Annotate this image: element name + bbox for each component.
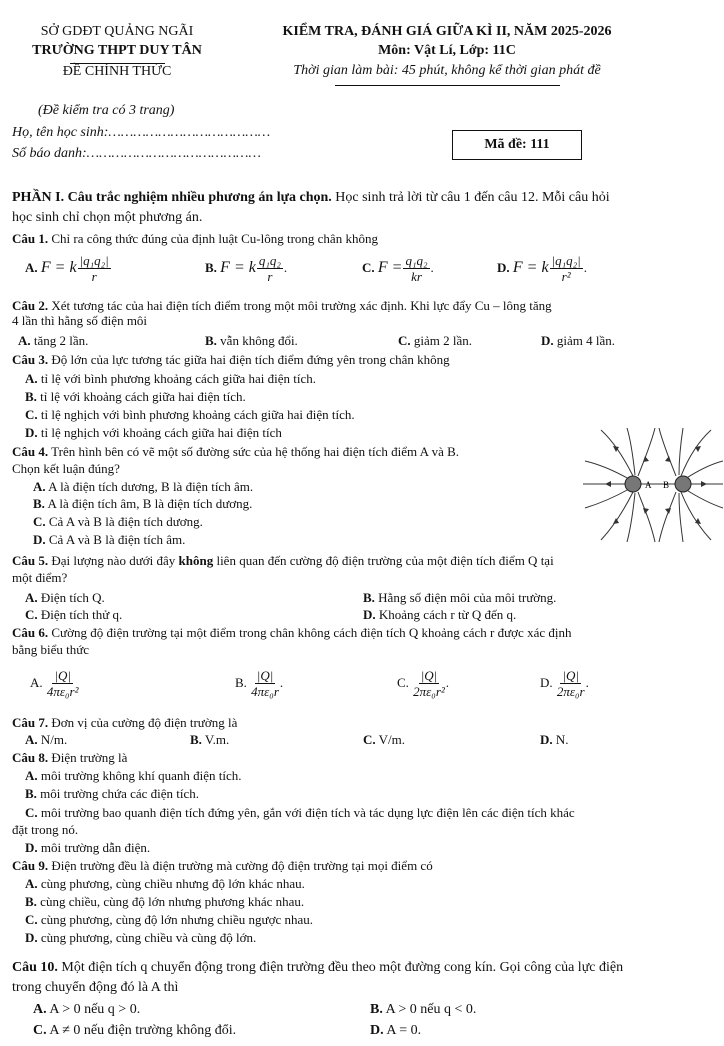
q4-a-text: A là điện tích dương, B là điện tích âm.	[45, 479, 254, 494]
q1-option-a[interactable]	[25, 250, 112, 286]
q9-a-text: cùng phương, cùng chiều nhưng độ lớn khác nhau.	[37, 876, 305, 891]
q10-option-b[interactable]	[370, 1002, 476, 1018]
q2-option-a[interactable]	[18, 333, 88, 349]
q4-d-letter: D.	[33, 532, 46, 547]
q1-option-b-letter: B.	[205, 260, 217, 275]
q4-line2: Chọn kết luận đúng?	[12, 461, 120, 476]
q6-a-num: |Q|	[54, 667, 71, 683]
q5-option-b[interactable]	[363, 590, 556, 606]
q3-a-letter: A.	[25, 371, 38, 386]
exam-code-box	[452, 130, 582, 160]
q6-b-fraction	[251, 668, 279, 699]
q4-option-b[interactable]	[33, 496, 252, 512]
q5-label: Câu 5.	[12, 553, 49, 568]
part1-intro	[12, 190, 610, 206]
q10-d-text: A = 0.	[383, 1023, 422, 1038]
q9-label: Câu 9.	[12, 858, 49, 873]
q8-c-letter: C.	[25, 805, 38, 820]
q9-option-b[interactable]	[25, 894, 304, 910]
q7-c-text: V/m.	[375, 732, 406, 747]
q4-d-text: Cả A và B là điện tích âm.	[45, 532, 186, 547]
q1-a-F: F = k	[40, 259, 77, 276]
q10-option-a[interactable]	[33, 1002, 140, 1018]
q10-c-text: A ≠ 0 nếu điện trường không đổi.	[46, 1023, 237, 1038]
q3-option-b[interactable]	[25, 389, 246, 405]
q3-label: Câu 3.	[12, 352, 49, 367]
q5-negation: không	[178, 553, 214, 568]
q10-option-c[interactable]	[33, 1023, 236, 1039]
q6-c-fraction	[413, 668, 445, 699]
q1-c-F: F =	[377, 259, 403, 276]
q2-c-text: giảm 2 lần.	[410, 333, 473, 348]
q1-a-num: |q₁q₂|	[79, 252, 109, 268]
q1-label: Câu 1.	[12, 231, 49, 246]
q5-d-text: Khoảng cách r từ Q đến q.	[375, 607, 517, 622]
q6-d-fraction	[557, 668, 585, 699]
charge-b-label: B	[663, 480, 670, 490]
q5-line2: một điểm?	[12, 570, 68, 585]
q4-c-text: Cả A và B là điện tích dương.	[45, 514, 203, 529]
q9-option-a[interactable]	[25, 876, 305, 892]
q4-option-a[interactable]	[33, 479, 253, 495]
q4-b-letter: B.	[33, 496, 45, 511]
q1-a-den: r	[91, 268, 97, 284]
q10-option-d[interactable]	[370, 1023, 421, 1039]
q1-b-F: F = k	[220, 259, 256, 276]
q1-text: Chỉ ra công thức đúng của định luật Cu-lông trong chân không	[48, 231, 378, 246]
q4-a-letter: A.	[33, 479, 46, 494]
q3-b-text: tỉ lệ với khoảng cách giữa hai điện tích.	[36, 389, 246, 404]
q8-option-d[interactable]	[25, 840, 150, 856]
student-id-field: Số báo danh:……………………………………	[12, 146, 261, 161]
q6-c-num: |Q|	[420, 667, 438, 683]
school-name: TRƯỜNG THPT DUY TÂN	[32, 43, 202, 58]
q7-option-c[interactable]	[363, 732, 405, 748]
q2-stem	[12, 298, 552, 314]
q5-post: liên quan đến cường độ điện trường của một điện tích điểm Q tại	[213, 553, 554, 568]
q1-d-den: r²	[561, 268, 571, 284]
q1-c-num: q₁q₂	[405, 252, 428, 268]
q9-d-text: cùng phương, cùng chiều và cùng độ lớn.	[37, 930, 257, 945]
q5-d-letter: D.	[363, 607, 376, 622]
q5-b-letter: B.	[363, 590, 375, 605]
q9-b-letter: B.	[25, 894, 37, 909]
q7-label: Câu 7.	[12, 715, 49, 730]
q6-d-letter: D.	[540, 675, 553, 690]
q1-b-num: q₁q₂	[258, 252, 281, 268]
exam-code: Mã đề: 111	[484, 137, 550, 152]
q3-option-d[interactable]	[25, 425, 282, 441]
q6-c-letter: C.	[397, 675, 409, 690]
q9-c-text: cùng phương, cùng độ lớn nhưng chiều ngược nhau.	[37, 912, 313, 927]
q4-option-c[interactable]	[33, 514, 203, 530]
q2-label: Câu 2.	[12, 298, 49, 313]
q3-b-letter: B.	[25, 389, 37, 404]
charge-b	[675, 476, 691, 492]
q8-d-letter: D.	[25, 840, 38, 855]
q10-a-letter: A.	[33, 1002, 47, 1017]
q10-label: Câu 10.	[12, 960, 58, 975]
q1-stem	[12, 231, 378, 247]
q1-c-fraction	[403, 253, 429, 284]
q6-d-dot: .	[585, 675, 589, 690]
q9-c-letter: C.	[25, 912, 38, 927]
q1-b-fraction	[257, 253, 283, 284]
subject-class: Môn: Vật Lí, Lớp: 11C	[378, 43, 516, 58]
q5-a-letter: A.	[25, 590, 38, 605]
field-lines-figure	[583, 426, 723, 546]
q3-c-letter: C.	[25, 407, 38, 422]
q9-option-d[interactable]	[25, 930, 256, 946]
q4-option-d[interactable]	[33, 532, 185, 548]
q9-a-letter: A.	[25, 876, 38, 891]
q9-b-text: cùng chiều, cùng độ lớn nhưng phương khác nhau.	[36, 894, 305, 909]
q3-d-text: tỉ lệ nghịch với khoảng cách giữa hai điện tích	[37, 425, 282, 440]
q1-option-b[interactable]	[205, 250, 287, 286]
q2-c-letter: C.	[398, 333, 411, 348]
q5-pre: Đại lượng nào dưới đây	[48, 553, 179, 568]
q6-a-fraction	[47, 668, 79, 699]
q8-option-b[interactable]	[25, 786, 199, 802]
q8-c-text: môi trường bao quanh điện tích đứng yên, gắn với điện tích và tác dụng lực điện lên các điện tích khác	[37, 805, 575, 820]
q10-line2: trong chuyển động đó là A thì	[12, 980, 179, 995]
q10-line1: Một điện tích q chuyển động trong điện trường đều theo một đường cong kín. Gọi công của lực điện	[57, 960, 624, 975]
department-name: SỞ GDĐT QUẢNG NGÃI	[40, 24, 194, 39]
q5-c-text: Điện tích thử q.	[37, 607, 123, 622]
q5-option-c[interactable]	[25, 607, 122, 623]
q8-a-letter: A.	[25, 768, 38, 783]
field-arrows	[605, 446, 707, 524]
q6-b-dot: .	[279, 675, 284, 690]
part1-intro-1: Học sinh trả lời từ câu 1 đến câu 12. Mỗi câu hỏi	[331, 190, 610, 205]
q4-line1: Trên hình bên có vẽ một số đường sức của hệ thống hai điện tích điểm A và B.	[48, 444, 460, 459]
q8-option-a[interactable]	[25, 768, 241, 784]
q8-d-text: môi trường dẫn điện.	[37, 840, 151, 855]
q2-b-text: vẫn không đổi.	[216, 333, 298, 348]
q5-b-text: Hằng số điện môi của môi trường.	[374, 590, 557, 605]
q1-d-num: |q₁q₂|	[551, 252, 581, 268]
q6-line2: bằng biểu thức	[12, 642, 90, 657]
q6-c-dot: .	[445, 675, 450, 690]
q8-text: Điện trường là	[48, 750, 128, 765]
q8-b-letter: B.	[25, 786, 37, 801]
q6-option-b[interactable]	[235, 663, 283, 703]
q6-option-d[interactable]	[540, 663, 589, 703]
q10-d-letter: D.	[370, 1023, 384, 1038]
q10-stem	[12, 960, 623, 976]
q2-line2: 4 lần thì hằng số điện môi	[12, 313, 148, 328]
q3-c-text: tỉ lệ nghịch với bình phương khoảng cách giữa hai điện tích.	[37, 407, 355, 422]
q5-option-d[interactable]	[363, 607, 516, 623]
q6-option-a[interactable]	[30, 663, 80, 703]
q8-label: Câu 8.	[12, 750, 49, 765]
q2-option-d[interactable]	[541, 333, 615, 349]
q7-text: Đơn vị của cường độ điện trường là	[48, 715, 238, 730]
q7-b-text: V.m.	[201, 732, 230, 747]
q1-c-dot: .	[430, 260, 434, 275]
q2-option-b[interactable]	[205, 333, 298, 349]
q10-b-text: A > 0 nếu q < 0.	[382, 1002, 477, 1017]
q7-a-letter: A.	[25, 732, 38, 747]
q6-b-den: 4πε₀r	[251, 683, 279, 699]
part1-title: PHẦN I. Câu trắc nghiệm nhiều phương án lựa chọn.	[12, 190, 332, 205]
q1-option-d[interactable]	[497, 250, 587, 286]
q5-option-a[interactable]	[25, 590, 105, 606]
time-info: Thời gian làm bài: 45 phút, không kể thời gian phát đề	[293, 63, 601, 78]
q2-option-c[interactable]	[398, 333, 472, 349]
q1-a-fraction	[78, 253, 111, 284]
q9-option-c[interactable]	[25, 912, 313, 928]
q2-line1: Xét tương tác của hai điện tích điểm trong một môi trường xác định. Khi lực đẩy Cu – lông tăng	[48, 298, 552, 313]
q6-b-num: |Q|	[256, 667, 274, 683]
q10-b-letter: B.	[370, 1002, 383, 1017]
q7-stem	[12, 715, 237, 731]
q5-stem	[12, 553, 554, 569]
q1-option-c-letter: C.	[362, 260, 375, 275]
q3-stem	[12, 352, 450, 368]
q7-option-d[interactable]	[540, 732, 569, 748]
student-name-field: Họ, tên học sinh:…………………………………	[12, 125, 271, 140]
q6-a-den: 4πε₀r²	[46, 683, 79, 699]
q5-a-text: Điện tích Q.	[37, 590, 105, 605]
official-label: ĐỀ CHÍNH THỨC	[62, 64, 172, 79]
q6-d-num: |Q|	[562, 667, 580, 683]
q8-option-c-cont: đặt trong nó.	[12, 822, 79, 837]
q7-c-letter: C.	[363, 732, 376, 747]
time-underline	[335, 85, 560, 86]
q1-d-dot: .	[583, 260, 587, 275]
q2-b-letter: B.	[205, 333, 217, 348]
q1-option-c[interactable]	[362, 250, 434, 286]
q7-option-a[interactable]	[25, 732, 67, 748]
part1-intro-2: học sinh chỉ chọn một phương án.	[12, 210, 203, 225]
q7-option-b[interactable]	[190, 732, 229, 748]
q8-option-c[interactable]	[25, 805, 575, 821]
q7-d-text: N.	[552, 732, 569, 747]
q8-a-text: môi trường không khí quanh điện tích.	[37, 768, 242, 783]
q6-line1: Cường độ điện trường tại một điểm trong chân không cách điện tích Q khoảng cách r được xác định	[48, 625, 572, 640]
q1-d-F: F = k	[512, 259, 549, 276]
q1-d-fraction	[550, 253, 583, 284]
q1-b-den: r	[267, 268, 273, 284]
charge-a	[625, 476, 641, 492]
q6-b-letter: B.	[235, 675, 247, 690]
q1-option-a-letter: A.	[25, 260, 38, 275]
q6-c-den: 2πε₀r²	[413, 683, 445, 699]
q9-stem	[12, 858, 433, 874]
q1-b-dot: .	[283, 260, 288, 275]
q6-d-den: 2πε₀r	[556, 683, 585, 699]
q6-stem	[12, 625, 571, 641]
q2-a-text: tăng 2 lần.	[30, 333, 89, 348]
q9-text: Điện trường đều là điện trường mà cường độ điện trường tại mọi điểm có	[48, 858, 433, 873]
charge-a-label: A	[645, 480, 652, 490]
q7-b-letter: B.	[190, 732, 202, 747]
q4-label: Câu 4.	[12, 444, 49, 459]
q3-d-letter: D.	[25, 425, 38, 440]
page-count: (Đề kiểm tra có 3 trang)	[38, 103, 175, 118]
q7-d-letter: D.	[540, 732, 553, 747]
q10-a-text: A > 0 nếu q > 0.	[46, 1002, 141, 1017]
q7-a-text: N/m.	[37, 732, 68, 747]
q2-d-text: giảm 4 lần.	[553, 333, 616, 348]
q6-a-letter: A.	[30, 675, 43, 690]
q6-label: Câu 6.	[12, 625, 49, 640]
q10-c-letter: C.	[33, 1023, 47, 1038]
q3-option-c[interactable]	[25, 407, 355, 423]
q1-option-d-letter: D.	[497, 260, 510, 275]
q4-c-letter: C.	[33, 514, 46, 529]
q8-b-text: môi trường chứa các điện tích.	[36, 786, 200, 801]
q4-stem	[12, 444, 459, 460]
q3-text: Độ lớn của lực tương tác giữa hai điện tích điểm đứng yên trong chân không	[48, 352, 450, 367]
q9-d-letter: D.	[25, 930, 38, 945]
q5-c-letter: C.	[25, 607, 38, 622]
q4-b-text: A là điện tích âm, B là điện tích dương.	[44, 496, 253, 511]
q1-c-den: kr	[411, 268, 422, 284]
q8-stem	[12, 750, 127, 766]
q3-a-text: tỉ lệ với bình phương khoảng cách giữa hai điện tích.	[37, 371, 317, 386]
q6-option-c[interactable]	[397, 663, 449, 703]
exam-title: KIỂM TRA, ĐÁNH GIÁ GIỮA KÌ II, NĂM 2025-2026	[282, 24, 612, 39]
q3-option-a[interactable]	[25, 371, 316, 387]
q2-a-letter: A.	[18, 333, 31, 348]
q2-d-letter: D.	[541, 333, 554, 348]
